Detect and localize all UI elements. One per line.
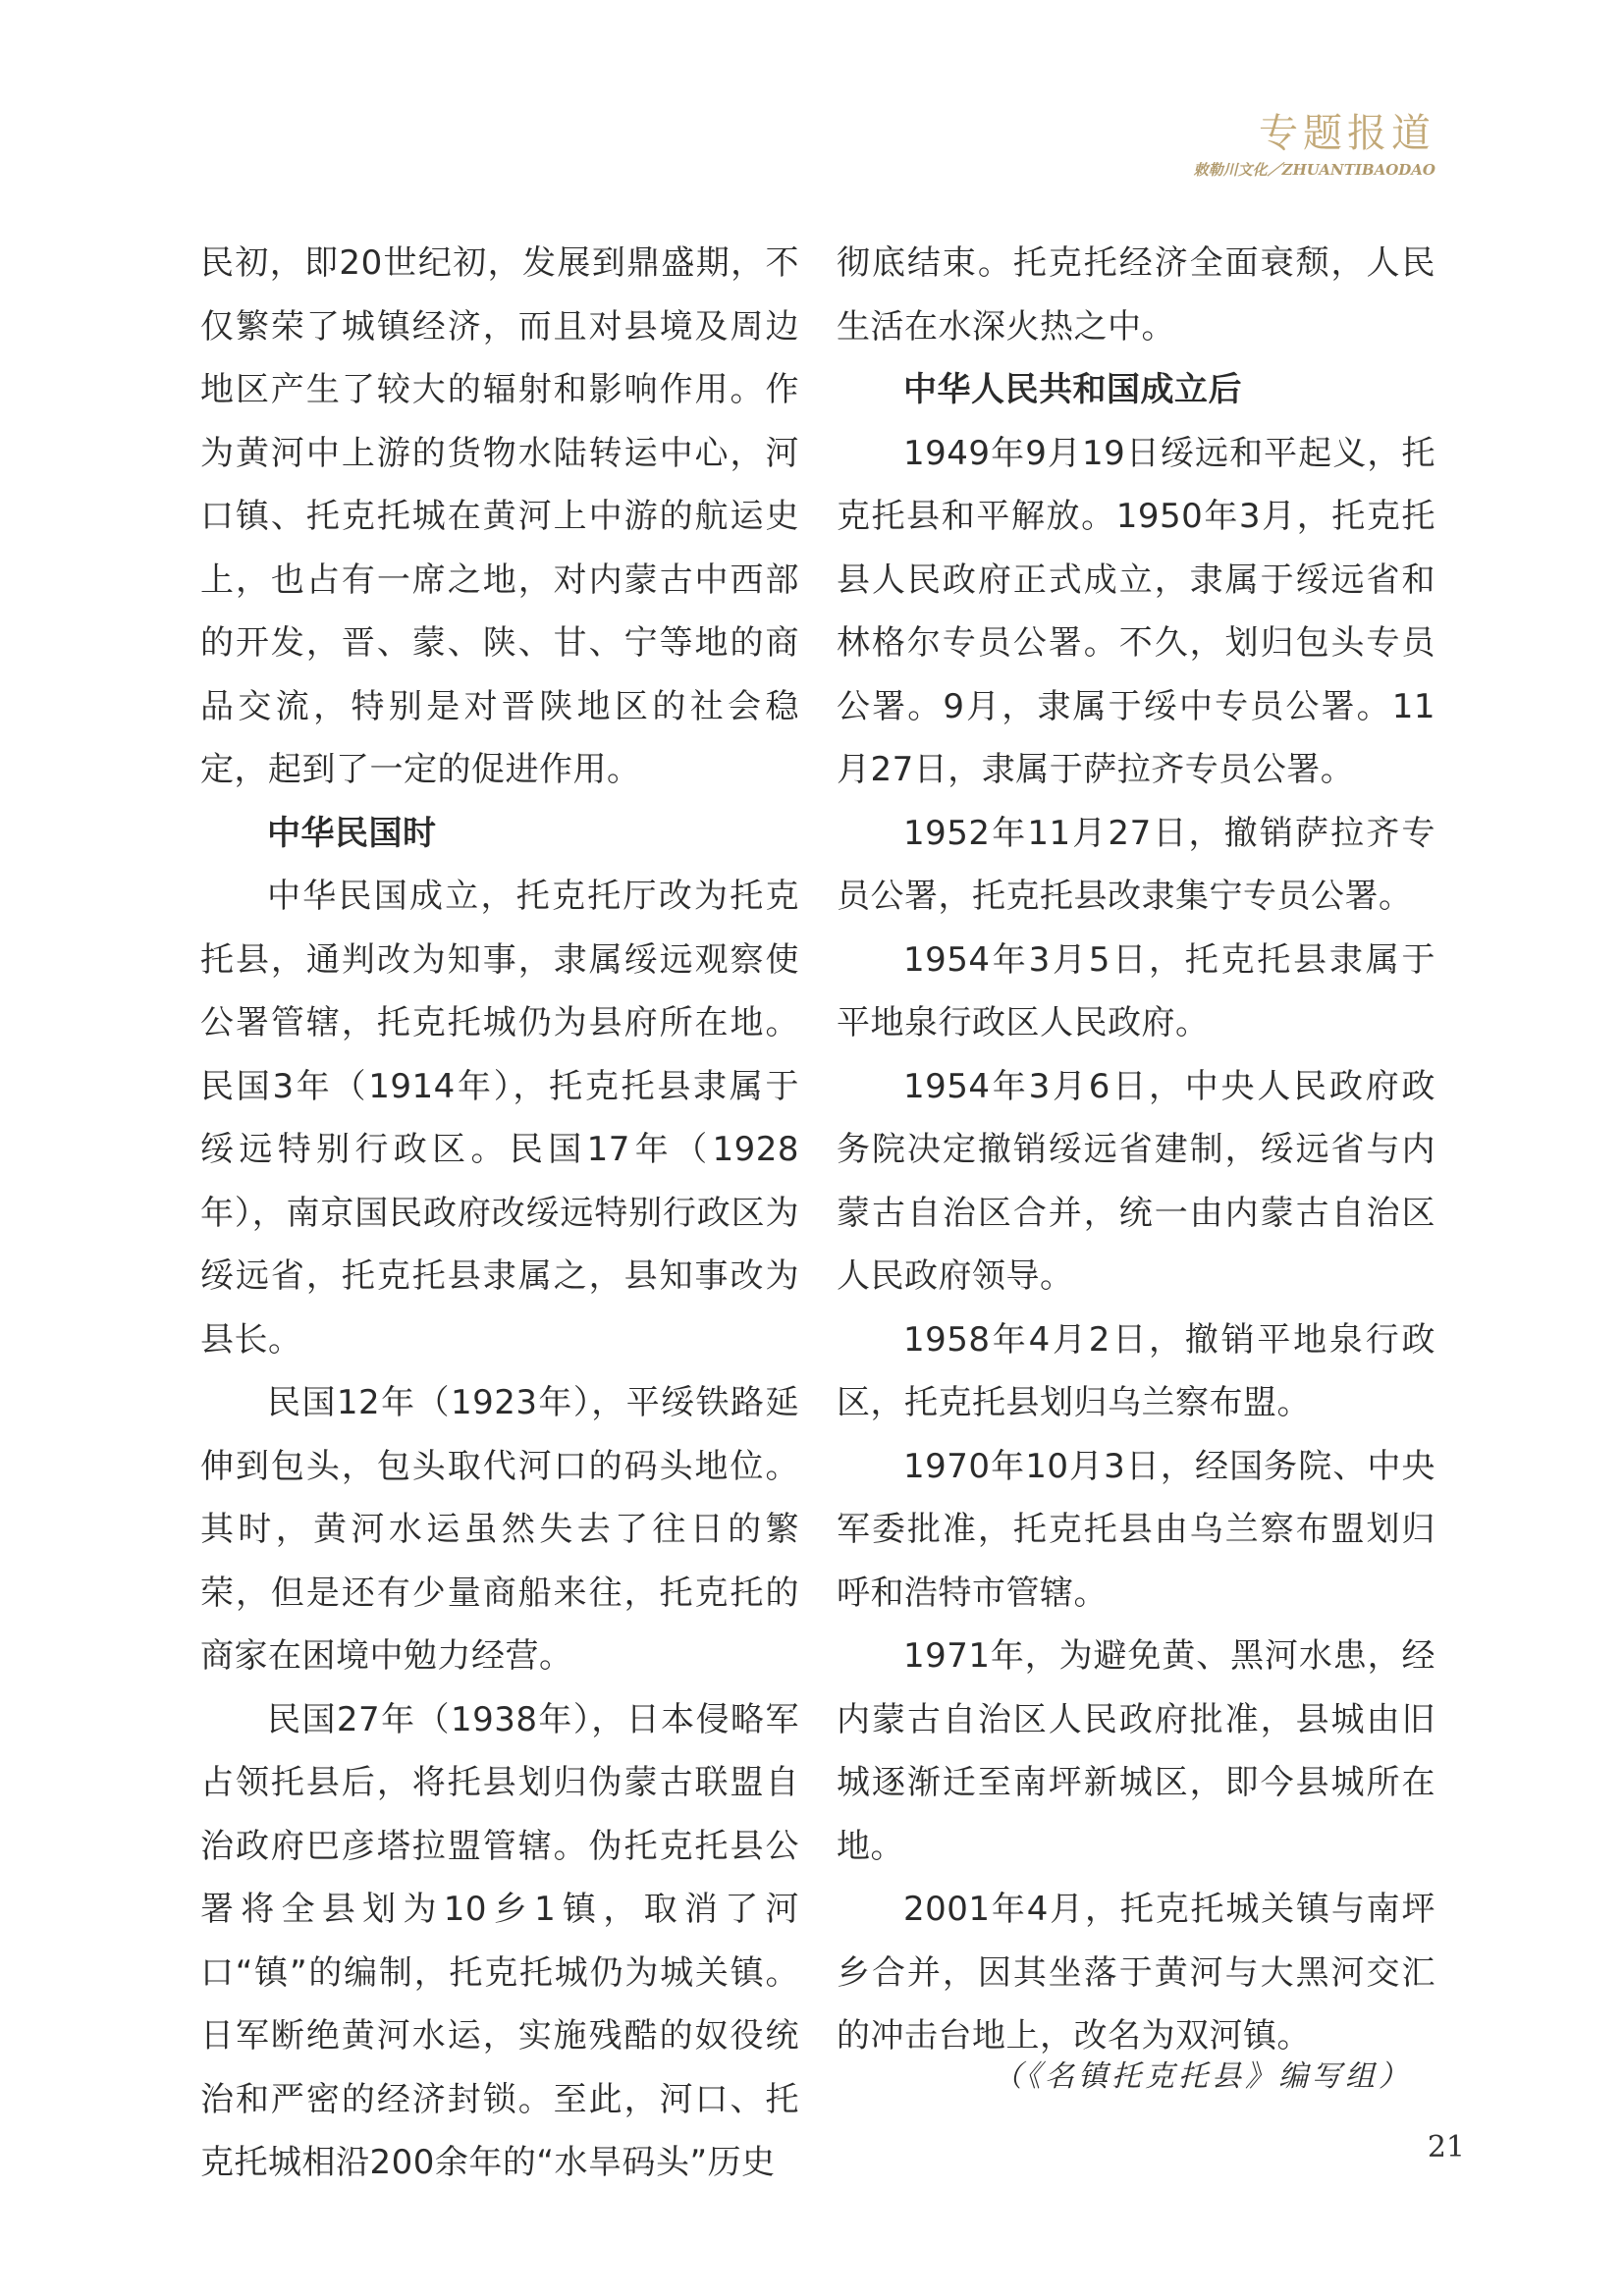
paragraph: 民初，即20世纪初，发展到鼎盛期，不仅繁荣了城镇经济，而且对县境及周边地区产生了较大的辐射和影响作用。作为黄河中上游的货物水陆转运中心，河口镇、托克托城在黄河上中游的航运史上，也占有一席之地，对内蒙古中西部的开发，晋、蒙、陕、甘、宁等地的商品交流，特别是对晋陕地区的社会稳定，起到了一定的促进作用。 <box>200 243 799 789</box>
paragraph: 2001年4月，托克托城关镇与南坪乡合并，因其坐落于黄河与大黑河交汇的冲击台地上，改名为双河镇。 <box>837 1890 1435 2056</box>
paragraph: 1954年3月5日，托克托县隶属于平地泉行政区人民政府。 <box>837 939 1435 1042</box>
section-heading: 中华人民共和国成立后 <box>903 370 1242 409</box>
paragraph: 中华民国成立，托克托厅改为托克托县，通判改为知事，隶属绥远观察使公署管辖，托克托城仍为县府所在地。民国3年（1914年），托克托县隶属于绥远特别行政区。民国17年（1928年），南京国民政府改绥远特别行政区为绥远省，托克托县隶属之，县知事改为县长。 <box>200 877 799 1360</box>
paragraph: 民国27年（1938年），日本侵略军占领托县后，将托县划归伪蒙古联盟自治政府巴彦塔拉盟管辖。伪托克托县公署将全县划为10乡1镇，取消了河口“镇”的编制，托克托城仍为城关镇。日军断绝黄河水运，实施残酷的奴役统治和严密的经济封锁。至此，河口、托克托城相沿200余年的“水旱码头”历史 <box>200 1699 799 2182</box>
paragraph: 1954年3月6日，中央人民政府政务院决定撤销绥远省建制，绥远省与内蒙古自治区合并，统一由内蒙古自治区人民政府领导。 <box>837 1066 1435 1296</box>
paragraph: 1970年10月3日，经国务院、中央军委批准，托克托县由乌兰察布盟划归呼和浩特市管辖。 <box>837 1446 1435 1613</box>
page-number: 21 <box>1427 2130 1465 2164</box>
paragraph: 民国12年（1923年），平绥铁路延伸到包头，包头取代河口的码头地位。其时，黄河水运虽然失去了往日的繁荣，但是还有少量商船来往，托克托的商家在困境中勉力经营。 <box>200 1383 799 1676</box>
right-column <box>837 232 1435 2068</box>
paragraph: 彻底结束。托克托经济全面衰颓，人民生活在水深火热之中。 <box>837 243 1435 347</box>
paragraph: 1949年9月19日绥远和平起义，托克托县和平解放。1950年3月，托克托县人民政府正式成立，隶属于绥远省和林格尔专员公署。不久，划归包头专员公署。9月，隶属于绥中专员公署。11月27日，隶属于萨拉齐专员公署。 <box>837 433 1435 789</box>
author-signature: （《名镇托克托县》编写组） <box>993 2059 1412 2094</box>
paragraph: 1958年4月2日，撤销平地泉行政区，托克托县划归乌兰察布盟。 <box>837 1319 1435 1422</box>
paragraph: 1971年，为避免黄、黑河水患，经内蒙古自治区人民政府批准，县城由旧城逐渐迁至南坪新城区，即今县城所在地。 <box>837 1636 1435 1866</box>
left-column <box>200 232 799 2195</box>
section-subtitle: 敕勒川文化／ZHUANTIBAODAO <box>1193 161 1435 179</box>
page-header <box>1194 110 1435 181</box>
paragraph: 1952年11月27日，撤销萨拉齐专员公署，托克托县改隶集宁专员公署。 <box>837 813 1435 916</box>
section-heading: 中华民国时 <box>267 813 437 853</box>
section-title: 专题报道 <box>1259 111 1435 156</box>
